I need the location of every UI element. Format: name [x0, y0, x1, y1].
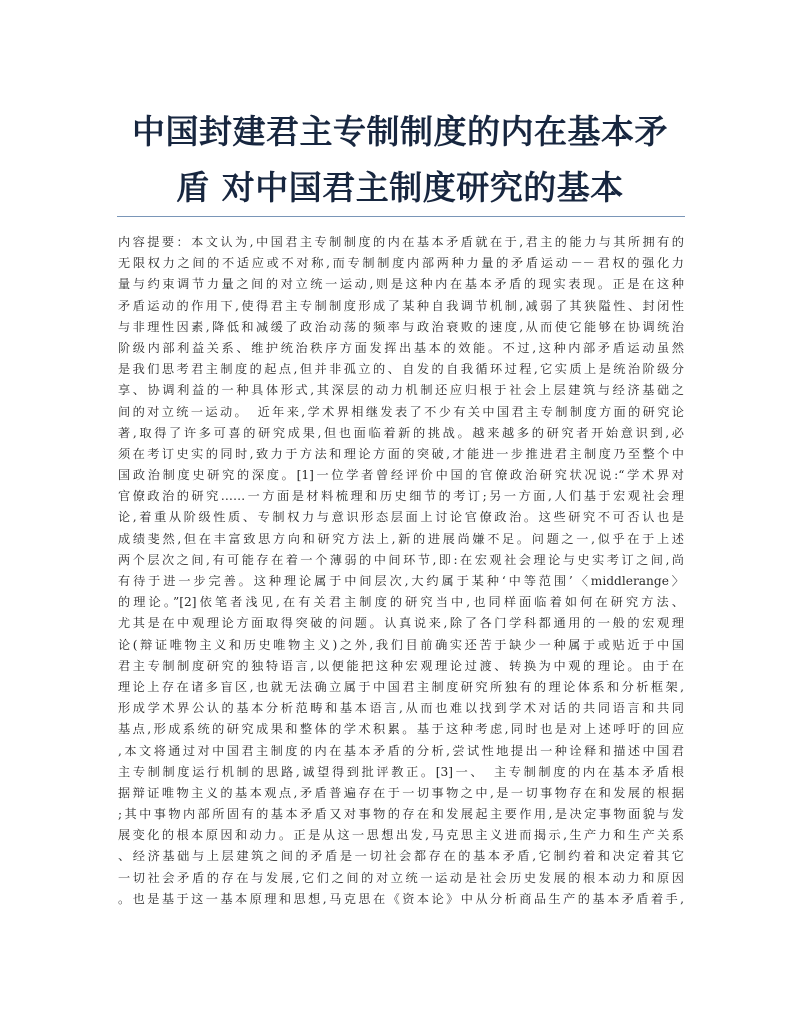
body-text-line: 展变化的根本原因和动力。正是从这一思想出发,马克思主义进而揭示,生产力和生产关系: [118, 828, 684, 843]
body-text-line: 有待于进一步完善。这种理论属于中间层次,大约属于某种‘中等范围’〈middlerange〉: [118, 574, 684, 588]
body-text-line: 。也是基于这一基本原理和思想,马克思在《资本论》中从分析商品生产的基本矛盾着手,: [118, 891, 684, 906]
body-text-line: 量与约束调节力量之间的对立统一运动,则是这种内在基本矛盾的现实表现。正是在这种: [118, 277, 684, 292]
body-text-line: 是我们思考君主制度的起点,但并非孤立的、自发的自我循环过程,它实质上是统治阶级分: [118, 362, 684, 377]
document-title-line-1: 中国封建君主专制制度的内在基本矛: [132, 112, 668, 151]
body-text-line: 与非理性因素,降低和减缓了政治动荡的频率与政治衰败的速度,从而使它能够在协调统治: [118, 319, 684, 334]
body-text-line: 君主专制制度研究的独特语言,以便能把这种宏观理论过渡、转换为中观的理论。由于在: [118, 658, 684, 673]
body-text-line: 论(辩证唯物主义和历史唯物主义)之外,我们目前确实还苦于缺少一种属于或贴近于中国: [118, 637, 684, 652]
title-divider: [117, 216, 685, 217]
body-text-line: 理论上存在诸多盲区,也就无法确立属于中国君主制度研究所独有的理论体系和分析框架,: [118, 679, 684, 694]
body-text-line: 内容提要：本文认为,中国君主专制制度的内在基本矛盾就在于,君主的能力与其所拥有的: [118, 235, 684, 249]
document-body: [118, 232, 684, 910]
body-text-line: 两个层次之间,有可能存在着一个薄弱的中间环节,即:在宏观社会理论与史实考订之间,尚: [118, 552, 684, 567]
document-title-line-2: 盾 对中国君主制度研究的基本: [176, 168, 624, 207]
body-text-line: 成绩斐然,但在丰富致思方向和研究方法上,新的进展尚嫌不足。问题之一,似乎在于上述: [118, 531, 684, 546]
body-text-line: 著,取得了许多可喜的研究成果,但也面临着新的挑战。越来越多的研究者开始意识到,必: [118, 425, 684, 440]
body-text-line: 享、协调利益的一种具体形式,其深层的动力机制还应归根于社会上层建筑与经济基础之: [118, 383, 684, 398]
body-text-line: ,本文将通过对中国君主制度的内在基本矛盾的分析,尝试性地提出一种诠释和描述中国君: [118, 743, 684, 758]
body-text-line: ;其中事物内部所固有的基本矛盾又对事物的存在和发展起主要作用,是决定事物面貌与发: [118, 807, 684, 822]
body-text-line: 矛盾运动的作用下,使得君主专制制度形成了某种自我调节机制,减弱了其狭隘性、封闭性: [118, 298, 684, 313]
body-text-line: 、经济基础与上层建筑之间的矛盾是一切社会都存在的基本矛盾,它制约着和决定着其它: [118, 849, 684, 864]
body-text-line: 无限权力之间的不适应或不对称,而专制制度内部两种力量的矛盾运动－－君权的强化力: [118, 256, 684, 271]
body-text-line: 的理论。”[2]依笔者浅见,在有关君主制度的研究当中,也同样面临着如何在研究方法、: [118, 595, 684, 610]
body-text-line: 尤其是在中观理论方面取得突破的问题。认真说来,除了各门学科都通用的一般的宏观理: [118, 616, 684, 631]
body-text-line: 形成学术界公认的基本分析范畴和基本语言,从而也难以找到学术对话的共同语言和共同: [118, 701, 684, 716]
body-text-line: 须在考订史实的同时,致力于方法和理论方面的突破,才能进一步推进君主制度乃至整个中: [118, 446, 684, 461]
body-text-line: 间的对立统一运动。 近年来,学术界相继发表了不少有关中国君主专制制度方面的研究论: [118, 404, 684, 419]
body-text-line: 论,着重从阶级性质、专制权力与意识形态层面上讨论官僚政治。这些研究不可否认也是: [118, 510, 684, 525]
body-text-line: 阶级内部利益关系、维护统治秩序方面发挥出基本的效能。不过,这种内部矛盾运动虽然: [118, 340, 684, 355]
body-text-line: 据辩证唯物主义的基本观点,矛盾普遍存在于一切事物之中,是一切事物存在和发展的根据: [118, 785, 684, 800]
body-text-line: 官僚政治的研究……一方面是材料梳理和历史细节的考订;另一方面,人们基于宏观社会理: [118, 489, 684, 504]
body-text-line: 一切社会矛盾的存在与发展,它们之间的对立统一运动是社会历史发展的根本动力和原因: [118, 870, 684, 885]
body-text-line: 国政治制度史研究的深度。[1]一位学者曾经评价中国的官僚政治研究状况说:“学术界对: [118, 468, 684, 483]
body-text-line: 主专制制度运行机制的思路,诚望得到批评教正。[3]一、 主专制制度的内在基本矛盾根: [118, 764, 684, 779]
body-text-line: 基点,形成系统的研究成果和整体的学术积累。基于这种考虑,同时也是对上述呼吁的回应: [118, 722, 684, 737]
